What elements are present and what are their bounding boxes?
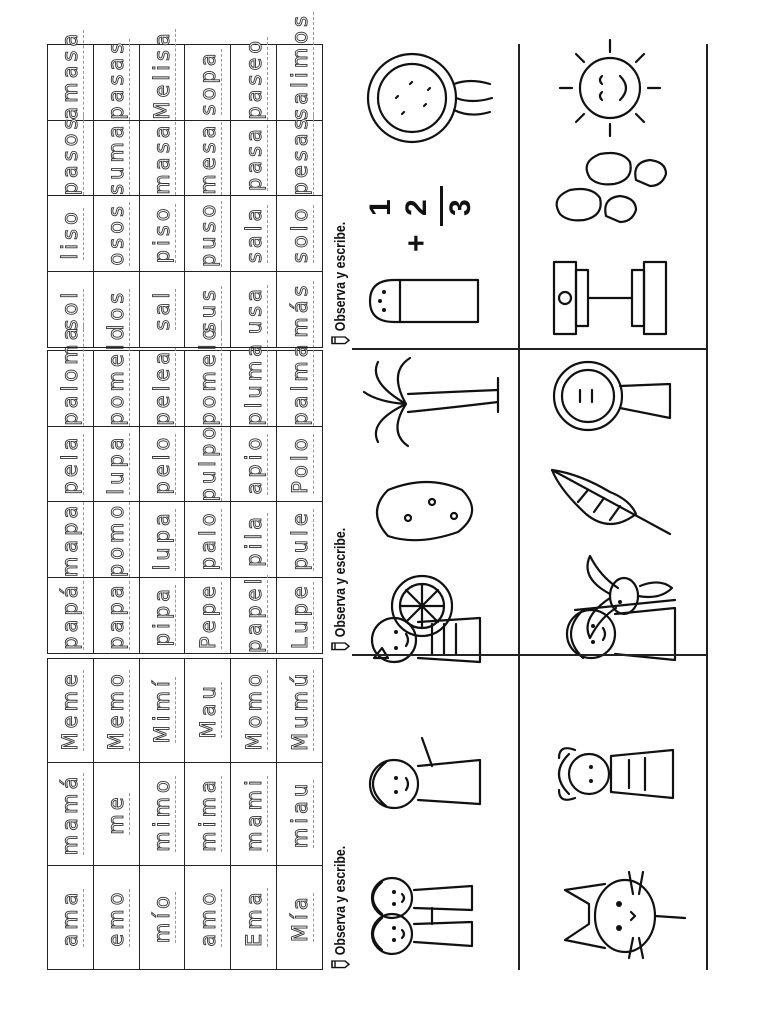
traceable-word: Memo <box>104 670 129 751</box>
sun-icon <box>540 34 680 144</box>
traceable-word: Polo <box>287 434 312 494</box>
traceable-word: me <box>104 793 129 835</box>
traceable-word: pila <box>241 512 266 567</box>
traceable-word: pelea <box>150 347 175 426</box>
syllable-table-s <box>47 12 323 348</box>
instruction-label: Observa y escribe. <box>330 846 350 970</box>
traceable-word: puso <box>195 200 220 268</box>
traceable-word: Momo <box>241 670 266 751</box>
word-cell <box>139 120 185 196</box>
fraction-bar <box>440 186 443 226</box>
traceable-word: pelo <box>150 433 175 495</box>
word-cell <box>277 272 323 348</box>
fraction-bottom: 3 <box>444 199 477 216</box>
fraction-plus: + <box>400 234 433 252</box>
traceable-word: papá <box>58 581 83 650</box>
table-row <box>93 45 139 348</box>
traceable-word: usa <box>241 285 266 335</box>
traceable-word: paloma <box>58 323 83 426</box>
traceable-word: liso <box>58 208 83 260</box>
word-cell <box>139 29 185 121</box>
traceable-word: pulpo <box>195 422 220 502</box>
traceable-word: miau <box>287 779 312 849</box>
word-cell <box>48 196 94 272</box>
traceable-word: Mía <box>287 893 312 943</box>
traceable-word: lupa <box>150 509 175 571</box>
word-cell <box>48 29 94 121</box>
fraction-sum-icon <box>358 160 488 256</box>
word-cell <box>48 114 94 196</box>
traceable-word: pomelo <box>195 323 220 426</box>
traceable-word: palo <box>195 509 220 571</box>
traceable-word: pesas <box>287 114 312 196</box>
traceable-word: piso <box>150 204 175 264</box>
word-cell <box>185 45 231 121</box>
traceable-word: los <box>104 288 129 331</box>
traceable-word: mamá <box>58 772 83 856</box>
word-cell <box>185 272 231 348</box>
word-cell <box>231 36 277 121</box>
word-cell <box>48 272 94 348</box>
traceable-word: palma <box>287 340 312 426</box>
word-cell <box>231 272 277 348</box>
word-cell <box>277 114 323 196</box>
traceable-word: suma <box>104 121 129 195</box>
traceable-word: Mimí <box>150 677 175 744</box>
table-row <box>185 45 231 348</box>
traceable-word: masa <box>150 121 175 195</box>
traceable-word: pule <box>287 509 312 571</box>
traceable-word: pela <box>58 433 83 495</box>
traceable-word: pipa <box>150 584 175 647</box>
salt-shaker-icon <box>360 266 490 336</box>
word-cell <box>93 120 139 196</box>
word-cell <box>93 196 139 272</box>
traceable-word: salimos <box>287 12 312 120</box>
traceable-word: mío <box>150 892 175 944</box>
traceable-word: mesa <box>195 121 220 195</box>
strip-divider <box>352 348 708 350</box>
traceable-word: mapa <box>58 501 83 578</box>
picture-row-divider <box>518 44 520 970</box>
fraction-middle: 2 <box>400 199 433 216</box>
traceable-word: pasos <box>58 114 83 196</box>
table-row <box>231 45 277 348</box>
word-cell <box>139 272 185 348</box>
word-cell <box>93 38 139 121</box>
traceable-word: pluma <box>241 339 266 426</box>
traceable-word: lupa <box>104 433 129 495</box>
traceable-word: mimo <box>150 776 175 852</box>
pencil-icon <box>330 335 350 346</box>
word-cell <box>231 120 277 196</box>
traceable-word: amasa <box>58 29 83 120</box>
table-row <box>48 45 94 348</box>
word-cell <box>231 196 277 272</box>
word-cell <box>139 196 185 272</box>
bottom-border-line <box>706 44 708 970</box>
traceable-word: Pepe <box>195 582 220 650</box>
word-cell <box>93 272 139 348</box>
traceable-word: sala <box>241 204 266 264</box>
instruction-label: Observa y escribe. <box>330 528 350 652</box>
jellyfish-icon <box>352 44 502 154</box>
traceable-word: más <box>287 281 312 338</box>
traceable-word: sopa <box>195 49 220 116</box>
traceable-word: Lupe <box>287 582 312 650</box>
table-row <box>277 45 323 348</box>
traceable-word: sol <box>58 288 83 331</box>
fraction-top: 1 <box>364 199 397 216</box>
instruction-label: Observa y escribe. <box>330 222 350 346</box>
dumbbell-icon <box>540 248 680 348</box>
table-row <box>139 45 185 348</box>
traceable-word: paseo <box>241 36 266 120</box>
traceable-word: sal <box>150 288 175 331</box>
traceable-word: pomelo <box>104 323 129 426</box>
traceable-word: mima <box>195 776 220 852</box>
word-cell <box>185 196 231 272</box>
traceable-word: ama <box>58 888 83 947</box>
traceable-word: osos <box>104 202 129 266</box>
traceable-word: Meme <box>58 670 83 751</box>
traceable-word: Ema <box>241 888 266 947</box>
traceable-word: sus <box>195 286 220 334</box>
traceable-word: pomo <box>104 501 129 578</box>
strip-divider <box>352 654 708 656</box>
footprints-icon <box>540 138 680 238</box>
traceable-word: mami <box>241 776 266 852</box>
traceable-word: papa <box>104 581 129 650</box>
traceable-word: Mau <box>195 682 220 739</box>
traceable-word: apio <box>241 433 266 495</box>
traceable-word: solo <box>287 204 312 264</box>
traceable-word: pasas <box>104 38 129 120</box>
traceable-word: amo <box>195 888 220 947</box>
traceable-word: papel <box>241 574 266 653</box>
word-cell <box>277 12 323 121</box>
traceable-word: pasa <box>241 125 266 192</box>
traceable-word: emo <box>104 888 129 947</box>
word-cell <box>185 120 231 196</box>
traceable-word: Mumú <box>287 669 312 751</box>
word-cell <box>277 196 323 272</box>
traceable-word: Melisa <box>150 29 175 120</box>
